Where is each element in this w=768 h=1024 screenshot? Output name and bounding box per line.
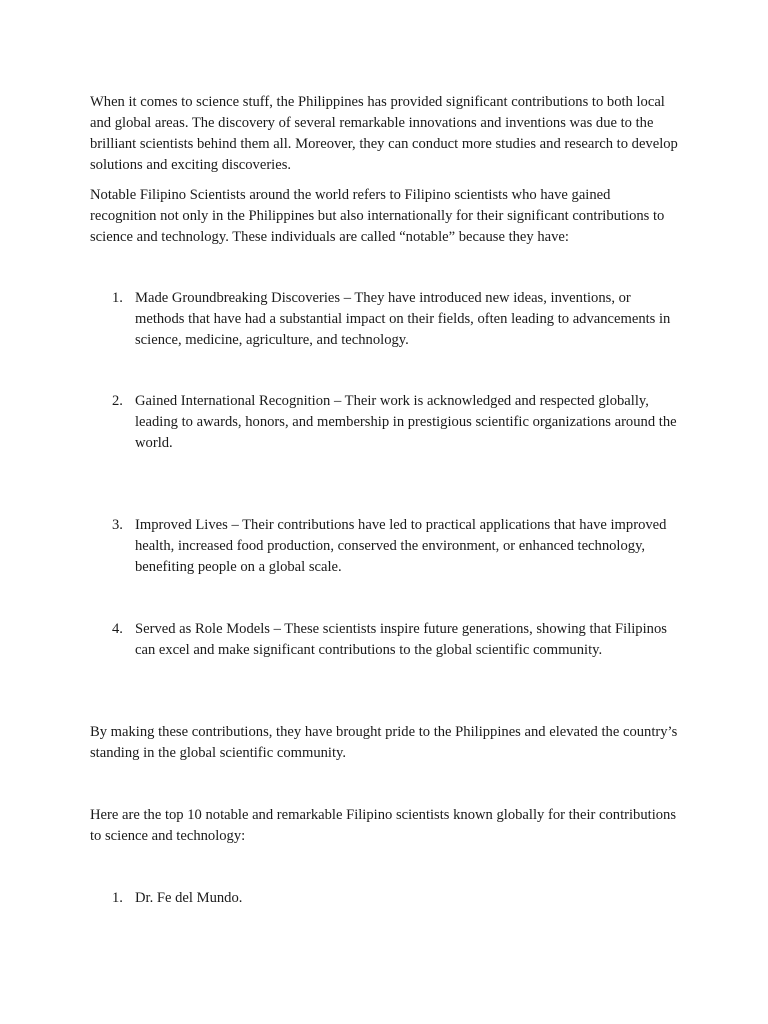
list-item-text: Dr. Fe del Mundo. [135,890,243,906]
criteria-item-4 [90,619,680,661]
list-intro-paragraph: Here are the top 10 notable and remarkable Filipino scientists known globally for their contributions to science and technology: [90,807,677,844]
list-item-text: Improved Lives – Their contributions have led to practical applications that have improved health, increased food production, conserved the environment, or enhanced technology, benefiting people on a global scale. [135,517,667,575]
scientist-item-1 [90,888,680,909]
list-item-text: Made Groundbreaking Discoveries – They have introduced new ideas, inventions, or methods that have had a substantial impact on their fields, often leading to advancements in science, medicine, agriculture, and technology. [135,290,671,348]
criteria-item-2 [90,391,680,454]
intro-paragraph-1: When it comes to science stuff, the Philippines has provided significant contributions to both local and global areas. The discovery of several remarkable innovations and inventions was due to the brilliant scientists behind them all. Moreover, they can conduct more studies and research to develop solutions and exciting discoveries. [90,94,678,173]
conclusion-paragraph: By making these contributions, they have brought pride to the Philippines and elevated the country’s standing in the global scientific community. [90,724,678,761]
intro-paragraph-2: Notable Filipino Scientists around the world refers to Filipino scientists who have gained recognition not only in the Philippines but also internationally for their significant contributions to science and technology. These individuals are called “notable” because they have: [90,187,665,245]
criteria-item-3 [90,515,680,578]
list-number: 1. [112,290,123,306]
list-number: 2. [112,393,123,409]
list-item-text: Served as Role Models – These scientists inspire future generations, showing that Filipinos can excel and make significant contributions to the global scientific community. [135,621,667,658]
criteria-item-1 [90,288,680,351]
list-item-text: Gained International Recognition – Their work is acknowledged and respected globally, leading to awards, honors, and membership in prestigious scientific organizations around the world. [135,393,677,451]
list-number: 4. [112,621,123,637]
list-number: 3. [112,517,123,533]
list-number: 1. [112,890,123,906]
